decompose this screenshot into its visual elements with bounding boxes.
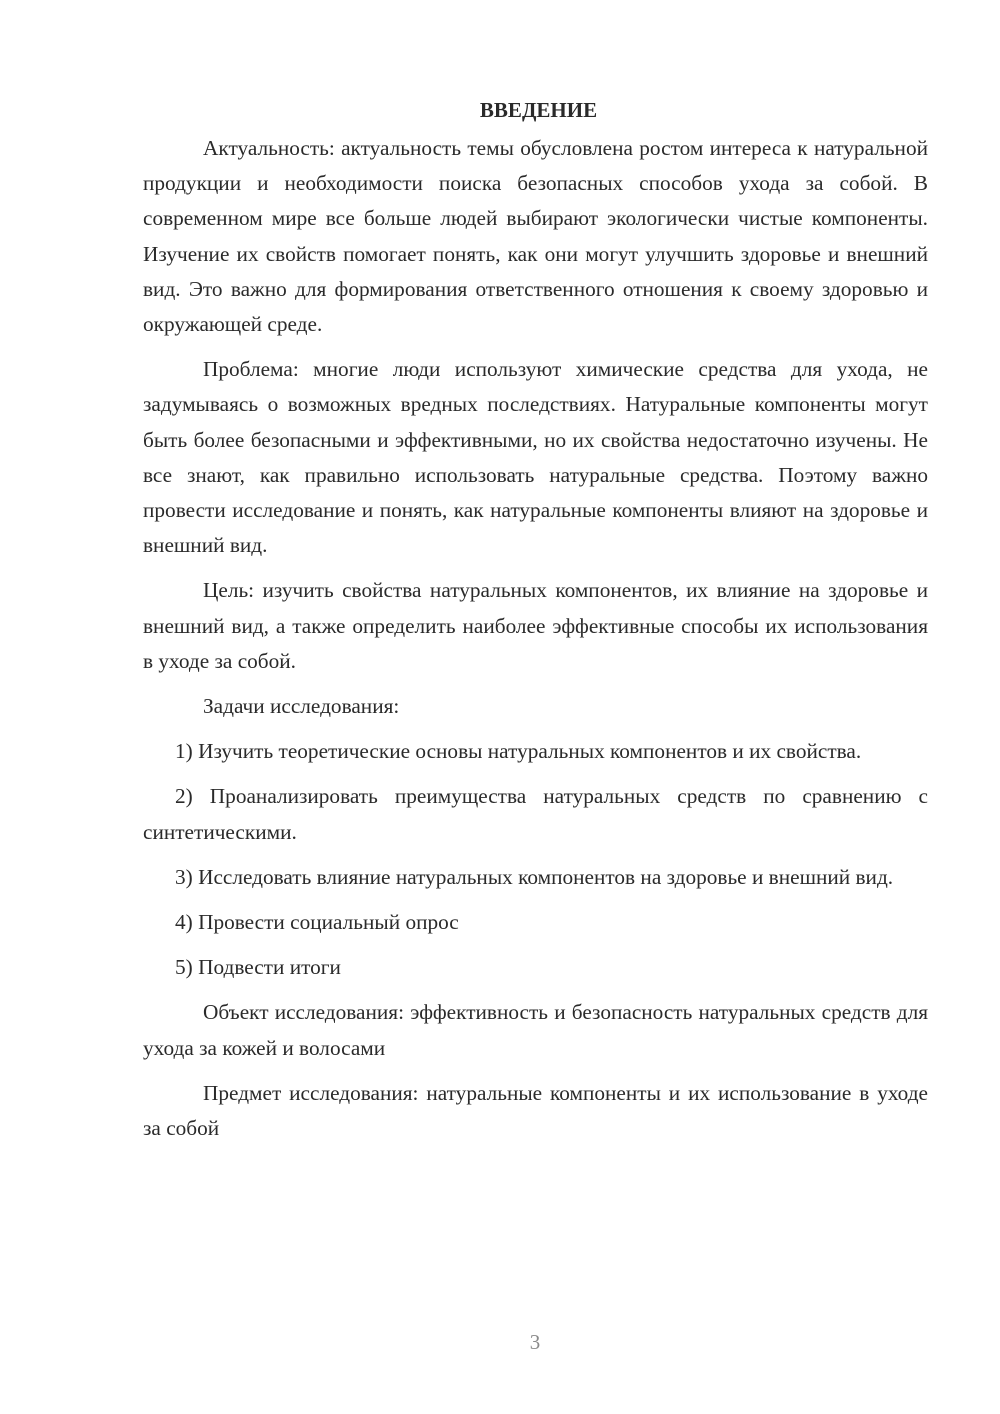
task-item: 5) Подвести итоги bbox=[175, 955, 341, 980]
page-number: 3 bbox=[529, 1330, 541, 1354]
problem-paragraph: Проблема: многие люди используют химические средства для ухода, не задумываясь о возможных вредных последствиях. Натуральные компоненты могут быть более безопасными и эффективными, но их свойства недостаточно изучены. Не все знают, как правильно использовать натуральные средства. Поэтому важно провести исследование и понять, как натуральные компоненты влияют на здоровье и внешний вид. bbox=[143, 357, 928, 558]
page-title: ВВЕДЕНИЕ bbox=[479, 98, 598, 122]
task-item: 3) Исследовать влияние натуральных компонентов на здоровье и внешний вид. bbox=[175, 864, 894, 889]
research-object-paragraph: Объект исследования: эффективность и безопасность натуральных средств для ухода за кожей и волосами bbox=[143, 1000, 928, 1060]
goal-paragraph: Цель: изучить свойства натуральных компонентов, их влияние на здоровье и внешний вид, а также определить наиболее эффективные способы их использования в уходе за собой. bbox=[143, 578, 928, 673]
tasks-heading: Задачи исследования: bbox=[203, 694, 400, 719]
task-item: 1) Изучить теоретические основы натуральных компонентов и их свойства. bbox=[175, 739, 862, 764]
relevance-paragraph: Актуальность: актуальность темы обусловлена ростом интереса к натуральной продукции и необходимости поиска безопасных способов ухода за собой. В современном мире все больше людей выбирают экологически чистые компоненты. Изучение их свойств помогает понять, как они могут улучшить здоровье и внешний вид. Это важно для формирования ответственного отношения к своему здоровью и окружающей среде. bbox=[143, 136, 928, 337]
task-item: 2) Проанализировать преимущества натуральных средств по сравнению с синтетическими. bbox=[143, 784, 928, 844]
document-page bbox=[143, 92, 928, 1156]
research-subject-paragraph: Предмет исследования: натуральные компоненты и их использование в уходе за собой bbox=[143, 1080, 928, 1141]
tasks-list bbox=[143, 734, 928, 985]
task-item: 4) Провести социальный опрос bbox=[175, 910, 459, 935]
